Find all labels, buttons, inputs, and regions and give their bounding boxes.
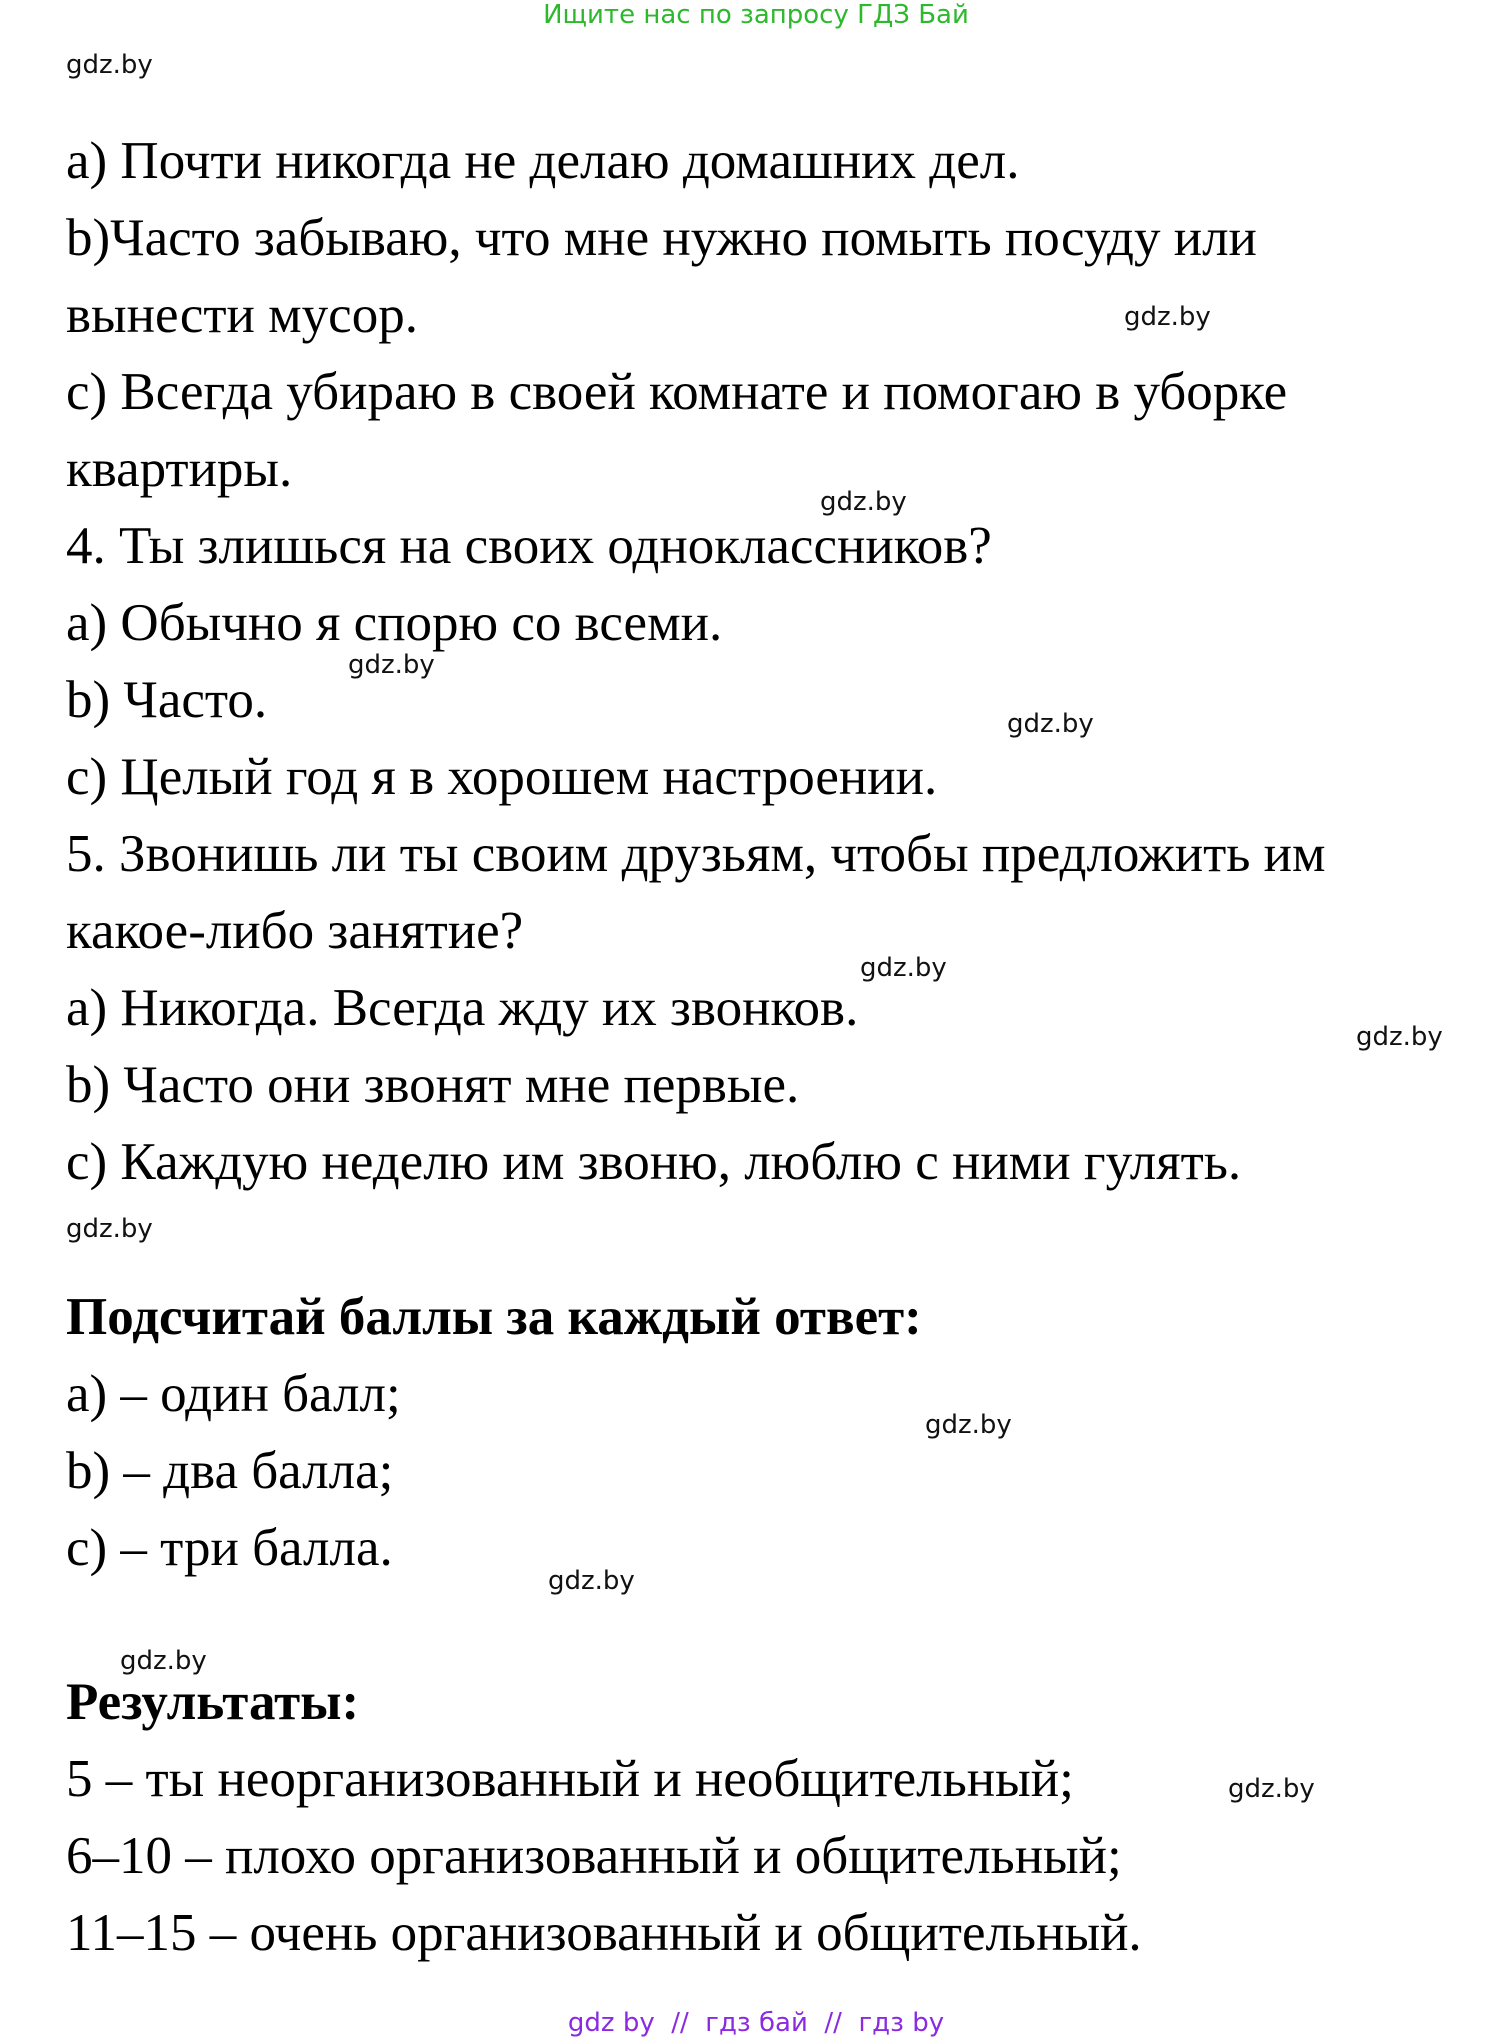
q5-answer-a: a) Никогда. Всегда жду их звонков. xyxy=(66,979,859,1037)
watermark: gdz.by xyxy=(1228,1774,1315,1804)
q5-answer-c: c) Каждую неделю им звоню, люблю с ними гулять. xyxy=(66,1133,1242,1191)
result-1: 5 – ты неорганизованный и необщительный; xyxy=(66,1750,1074,1808)
q5-answer-b: b) Часто они звонят мне первые. xyxy=(66,1056,800,1114)
watermark: gdz.by xyxy=(1124,302,1211,332)
q3-answer-b-line2: вынести мусор. xyxy=(66,286,418,344)
scoring-c: c) – три балла. xyxy=(66,1519,393,1577)
watermark: gdz.by xyxy=(120,1646,207,1676)
watermark: gdz.by xyxy=(548,1566,635,1596)
result-2: 6–10 – плохо организованный и общительный; xyxy=(66,1827,1122,1885)
question-5-line1: 5. Звонишь ли ты своим друзьям, чтобы предложить им xyxy=(66,825,1326,883)
q3-answer-b-line1: b)Часто забываю, что мне нужно помыть посуду или xyxy=(66,209,1257,267)
q3-answer-c-line1: c) Всегда убираю в своей комнате и помогаю в уборке xyxy=(66,363,1288,421)
q4-answer-c: c) Целый год я в хорошем настроении. xyxy=(66,748,938,806)
watermark: gdz.by xyxy=(1356,1022,1443,1052)
watermark: gdz.by xyxy=(1007,709,1094,739)
q3-answer-c-line2: квартиры. xyxy=(66,440,293,498)
question-5-line2: какое-либо занятие? xyxy=(66,902,524,960)
scoring-a: a) – один балл; xyxy=(66,1365,401,1423)
question-4: 4. Ты злишься на своих одноклассников? xyxy=(66,517,992,575)
results-heading: Результаты: xyxy=(66,1673,360,1731)
q4-answer-b: b) Часто. xyxy=(66,671,268,729)
scoring-heading: Подсчитай баллы за каждый ответ: xyxy=(66,1288,922,1346)
watermark: gdz.by xyxy=(348,650,435,680)
result-3: 11–15 – очень организованный и общительный. xyxy=(66,1904,1142,1962)
q3-answer-a: a) Почти никогда не делаю домашних дел. xyxy=(66,132,1020,190)
top-banner: Ищите нас по запросу ГДЗ Бай xyxy=(543,0,969,30)
watermark: gdz.by xyxy=(860,953,947,983)
q4-answer-a: a) Обычно я спорю со всеми. xyxy=(66,594,723,652)
scoring-b: b) – два балла; xyxy=(66,1442,394,1500)
site-mark: gdz.by xyxy=(66,50,153,80)
watermark: gdz.by xyxy=(925,1410,1012,1440)
watermark: gdz.by xyxy=(820,487,907,517)
footer-links: gdz by // гдз бай // гдз by xyxy=(567,2008,945,2038)
watermark: gdz.by xyxy=(66,1214,153,1244)
